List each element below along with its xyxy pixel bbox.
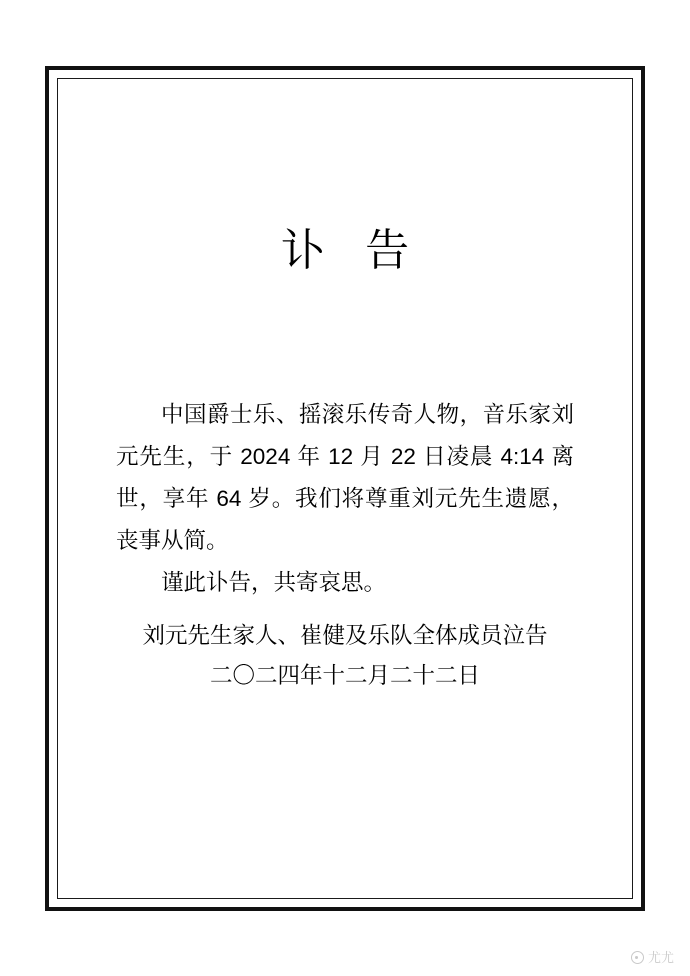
signature-date: 二〇二四年十二月二十二日 — [209, 663, 480, 688]
page-title: 讣 告 — [280, 226, 424, 275]
obituary-body — [116, 394, 574, 604]
obituary-paragraph: 中国爵士乐、摇滚乐传奇人物，音乐家刘元先生，于 2024 年 12 月 22 日凌晨 4:14 离世，享年 64 岁。我们将尊重刘元先生遗愿，丧事从简。 — [116, 402, 574, 553]
obituary-inner-border — [57, 78, 633, 899]
watermark-label: 尤尤 — [647, 950, 674, 965]
obituary-card — [45, 66, 645, 911]
weibo-logo-icon — [631, 951, 644, 964]
watermark — [631, 951, 674, 964]
obituary-paragraph: 谨此讣告，共寄哀思。 — [161, 570, 387, 595]
signature-from: 刘元先生家人、崔健及乐队全体成员泣告 — [142, 623, 548, 648]
obituary-signature — [116, 616, 574, 696]
